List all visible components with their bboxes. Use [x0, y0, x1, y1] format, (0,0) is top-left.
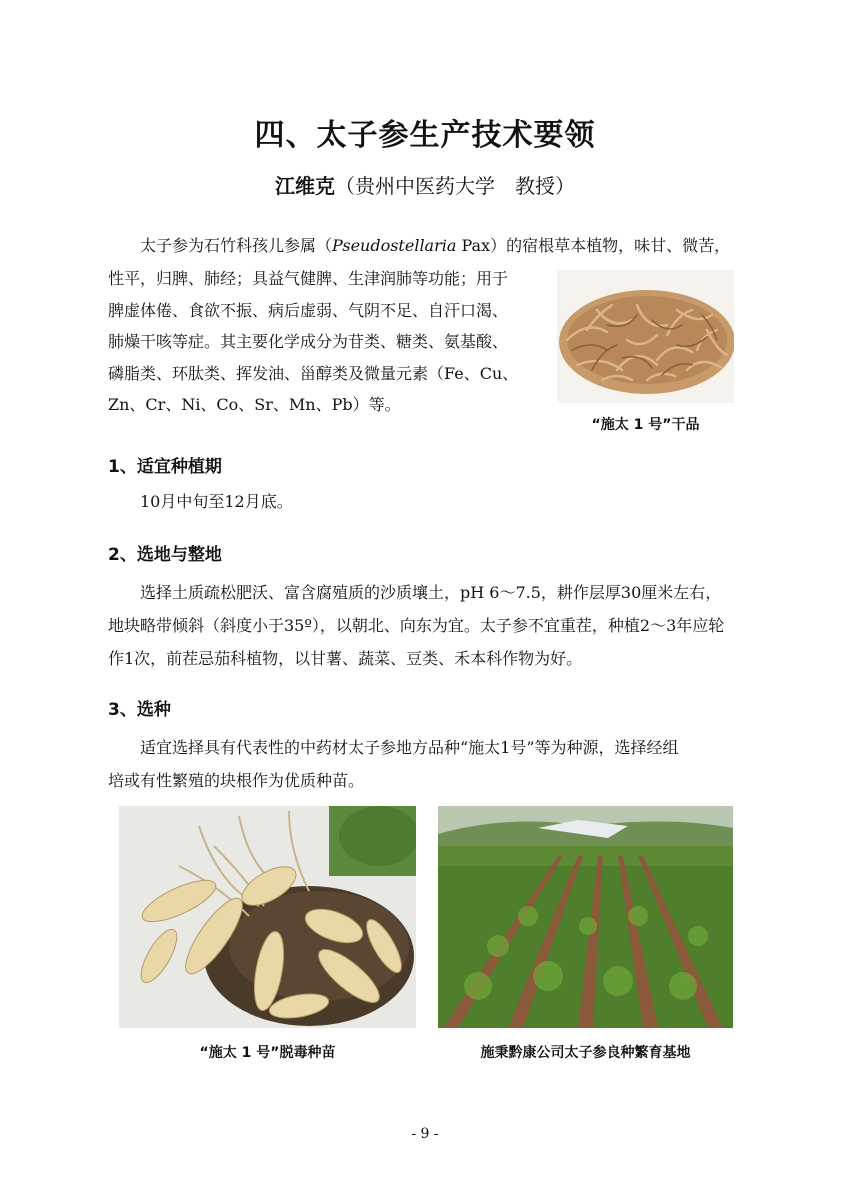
intro-line: 磷脂类、环肽类、挥发油、甾醇类及微量元素（Fe、Cu、: [108, 363, 519, 383]
intro-text-post: Pax）的宿根草本植物，味甘、微苦，: [456, 236, 731, 255]
section-heading: 3、选种: [108, 700, 171, 720]
author-name: 江维克: [275, 174, 335, 198]
figure2-caption: “施太 1 号”脱毒种苗: [199, 1045, 336, 1061]
section-body: 10月中旬至12月底。: [140, 492, 293, 511]
section-body: 选择土质疏松肥沃、富含腐殖质的沙质壤土，pH 6～7.5，耕作层厚30厘米左右，: [140, 583, 722, 602]
author-affiliation: （贵州中医药大学 教授）: [335, 174, 575, 198]
latin-genus: Pseudostellaria: [332, 236, 457, 255]
section-heading: 2、选地与整地: [108, 545, 222, 565]
author-line: [0, 170, 850, 199]
breeding-base-field-photo: [438, 806, 733, 1028]
section-body: 适宜选择具有代表性的中药材太子参地方品种“施太1号”等为种源，选择经组: [140, 738, 679, 757]
intro-text-pre: 太子参为石竹科孩儿参属（: [140, 236, 333, 255]
figure3-caption: 施秉黔康公司太子参良种繁育基地: [480, 1045, 691, 1061]
page-number: - 9 -: [411, 1126, 439, 1142]
section-body: 培或有性繁殖的块根作为优质种苗。: [108, 771, 365, 790]
dried-root-photo: [557, 270, 734, 403]
page-title: 四、太子参生产技术要领: [254, 118, 596, 153]
seedling-root-photo: [119, 806, 416, 1028]
intro-line: 肺燥干咳等症。其主要化学成分为苷类、糖类、氨基酸、: [108, 332, 509, 351]
intro-first-line: [140, 231, 780, 261]
intro-body: [108, 263, 548, 421]
section-body: 地块略带倾斜（斜度小于35º），以朝北、向东为宜。太子参不宜重茬，种植2～3年应轮: [108, 616, 725, 635]
intro-line: Zn、Cr、Ni、Co、Sr、Mn、Pb）等。: [108, 395, 401, 414]
figure1-caption: “施太 1 号”干品: [591, 417, 700, 433]
section-heading: 1、适宜种植期: [108, 457, 222, 477]
intro-line: 脾虚体倦、食欲不振、病后虚弱、气阴不足、自汗口渴、: [108, 300, 509, 320]
section-body: 作1次，前茬忌茄科植物，以甘薯、蔬菜、豆类、禾本科作物为好。: [108, 649, 583, 668]
intro-line: 性平，归脾、肺经；具益气健脾、生津润肺等功能；用于: [108, 269, 509, 288]
